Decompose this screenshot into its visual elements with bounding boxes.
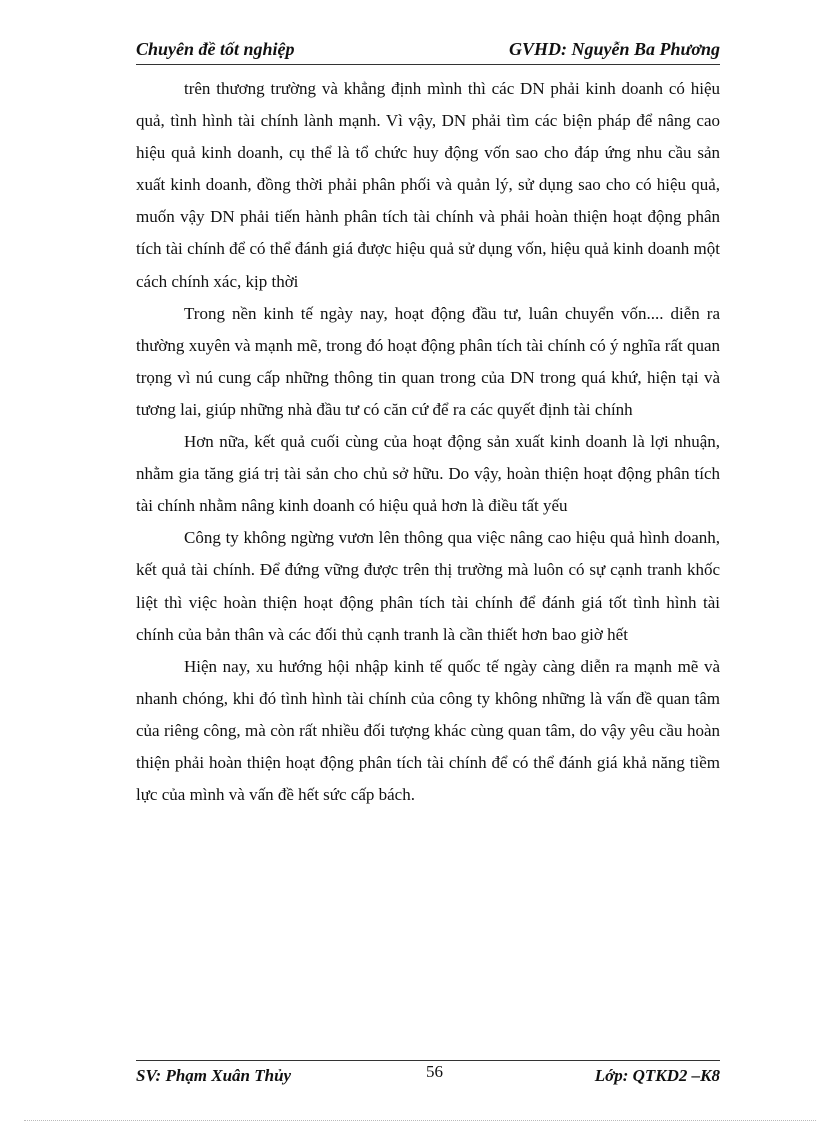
page-header [136,38,720,65]
footer-class: Lớp: QTKD2 –K8 [594,1066,720,1085]
page-bottom-divider [24,1120,816,1121]
page-number: 56 [426,1062,443,1081]
paragraph-1: trên thương trường và khẳng định mình thì các DN phải kinh doanh có hiệu quả, tình hình tài chính lành mạnh. Vì vậy, DN phải tìm các biện pháp để nâng cao hiệu quả kinh doanh, cụ thể là tổ chức huy động vốn sao cho đáp ứng nhu cầu sản xuất kinh doanh, đồng thời phải phân phối và quản lý, sử dụng sao cho có hiệu quả, muốn vậy DN phải tiến hành phân tích tài chính và phải hoàn thiện hoạt động phân tích tài chính để có thể đánh giá được hiệu quả sử dụng vốn, hiệu quả kinh doanh một cách chính xác, kịp thời [136,79,720,291]
header-advisor: GVHD: Nguyễn Ba Phương [509,39,720,59]
body-text [136,73,720,811]
paragraph-3: Hơn nữa, kết quả cuối cùng của hoạt động sản xuất kinh doanh là lợi nhuận, nhằm gia tăng giá trị tài sản cho chủ sở hữu. Do vậy, hoàn thiện hoạt động phân tích tài chính nhằm nâng kinh doanh có hiệu quả hơn là điều tất yếu [136,432,720,516]
header-title: Chuyên đề tốt nghiệp [136,39,295,59]
paragraph-4: Công ty không ngừng vươn lên thông qua việc nâng cao hiệu quả hình doanh, kết quả tài chính. Để đứng vững được trên thị trường mà luôn có sự cạnh tranh khốc liệt thì việc hoàn thiện hoạt động phân tích tài chính để đánh giá tốt tình hình tài chính của bản thân và các đối thủ cạnh tranh là cần thiết hơn bao giờ hết [136,528,720,644]
footer-student: SV: Phạm Xuân Thủy [136,1066,292,1085]
page-footer [136,1060,720,1091]
paragraph-5: Hiện nay, xu hướng hội nhập kinh tế quốc tế ngày càng diễn ra mạnh mẽ và nhanh chóng, khi đó tình hình tài chính của công ty không những là vấn đề quan tâm của riêng công, mà còn rất nhiều đối tượng khác cùng quan tâm, do vậy yêu cầu hoàn thiện phải hoàn thiện hoạt động phân tích tài chính để có thể đánh giá khả năng tiềm lực của mình và vấn đề hết sức cấp bách. [136,656,720,805]
paragraph-2: Trong nền kinh tế ngày nay, hoạt động đầu tư, luân chuyển vốn.... diễn ra thường xuyên và mạnh mẽ, trong đó hoạt động phân tích tài chính có ý nghĩa rất quan trọng vì nú cung cấp những thông tin quan trong của DN trong quá khứ, hiện tại và tương lai, giúp những nhà đầu tư có căn cứ để ra các quyết định tài chính [136,303,720,419]
